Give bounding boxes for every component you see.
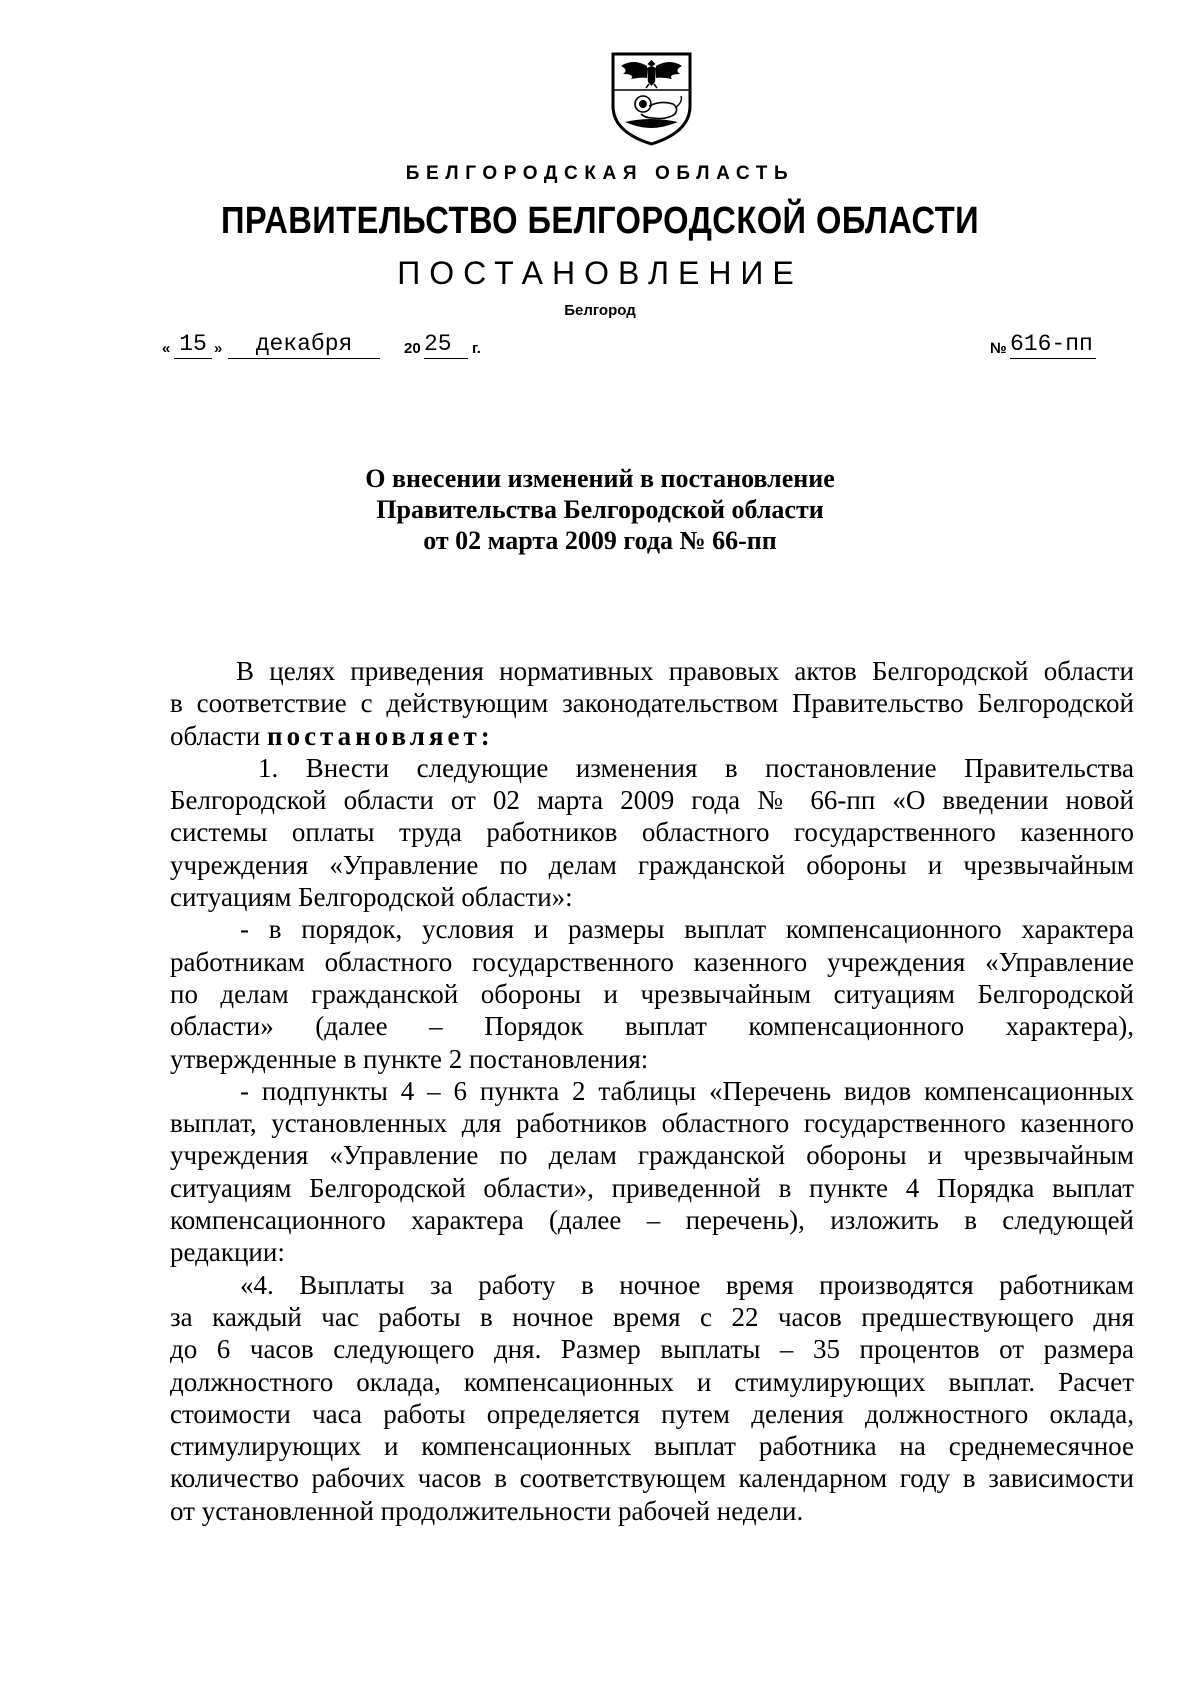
- body-line: - в порядок, условия и размеры выплат компенсационного характера: [240, 914, 1134, 945]
- body-line: по делам гражданской обороны и чрезвычайным ситуациям Белгородской: [170, 978, 1134, 1009]
- coat-of-arms-emblem: [603, 48, 700, 148]
- city-label: Белгород: [564, 302, 636, 319]
- body-line: утвержденные в пункте 2 постановления:: [170, 1043, 649, 1074]
- body-line: учреждения «Управление по делам гражданской обороны и чрезвычайным: [170, 849, 1134, 880]
- body-line: ситуациям Белгородской области», приведенной в пункте 4 Порядка выплат: [170, 1172, 1134, 1203]
- body-line: от установленной продолжительности рабочей недели.: [170, 1495, 804, 1526]
- body-line: стоимости часа работы определяется путем деления должностного оклада,: [170, 1398, 1134, 1429]
- body-line: [170, 720, 1134, 752]
- resolution-word: постановляет:: [267, 720, 494, 751]
- body-text: области: [170, 720, 268, 751]
- body-line: ситуациям Белгородской области»:: [170, 882, 573, 913]
- body-line: в соответствие с действующим законодательством Правительство Белгородской: [170, 688, 1134, 719]
- body-line: стимулирующих и компенсационных выплат работника на среднемесячное: [170, 1431, 1134, 1462]
- body-line: Белгородской области от 02 марта 2009 года № 66-пп «О введении новой: [170, 785, 1134, 816]
- number-sign: №: [990, 340, 1007, 357]
- government-heading: ПРАВИТЕЛЬСТВО БЕЛГОРОДСКОЙ ОБЛАСТИ: [220, 200, 980, 242]
- region-heading: БЕЛГОРОДСКАЯ ОБЛАСТЬ: [405, 163, 795, 184]
- body-line: - подпункты 4 – 6 пункта 2 таблицы «Перечень видов компенсационных: [240, 1075, 1134, 1106]
- body-line: должностного оклада, компенсационных и стимулирующих выплат. Расчет: [170, 1366, 1134, 1397]
- body-line: области» (далее – Порядок выплат компенсационного характера),: [170, 1011, 1134, 1042]
- document-type-heading: ПОСТАНОВЛЕНИЕ: [397, 255, 803, 291]
- body-line: учреждения «Управление по делам гражданской обороны и чрезвычайным: [170, 1140, 1134, 1171]
- date-year-prefix: 20: [404, 340, 421, 357]
- date-close-quote: »: [214, 340, 223, 357]
- title-line: Правительства Белгородской области: [376, 495, 824, 524]
- body-line: В целях приведения нормативных правовых актов Белгородской области: [236, 656, 1134, 686]
- body-line: редакции:: [170, 1237, 285, 1268]
- body-line: 1. Внести следующие изменения в постановление Правительства: [258, 752, 1134, 783]
- document-body: [170, 655, 1134, 1527]
- date-year-suffix: 25: [424, 330, 468, 359]
- title-line: О внесении изменений в постановление: [365, 464, 835, 493]
- document-date: [162, 327, 502, 361]
- body-line: за каждый час работы в ночное время с 22 часов предшествующего дня: [170, 1301, 1134, 1332]
- body-line: «4. Выплаты за работу в ночное время производятся работникам: [240, 1269, 1134, 1300]
- body-line: выплат, установленных для работников областного государственного казенного: [170, 1108, 1134, 1139]
- date-open-quote: «: [162, 340, 171, 357]
- body-line: компенсационного характера (далее – перечень), изложить в следующей: [170, 1205, 1134, 1236]
- date-year-mark: г.: [472, 340, 481, 357]
- document-title: [0, 463, 1200, 556]
- body-line: количество рабочих часов в соответствующем календарном году в зависимости: [170, 1463, 1134, 1494]
- title-line: от 02 марта 2009 года № 66-пп: [423, 526, 777, 555]
- number-value: 616-пп: [1010, 330, 1096, 359]
- document-number: [990, 327, 1110, 361]
- body-line: системы оплаты труда работников областного государственного казенного: [170, 817, 1134, 848]
- date-month: декабря: [228, 330, 380, 359]
- date-day: 15: [174, 330, 212, 359]
- body-line: работникам областного государственного казенного учреждения «Управление: [170, 946, 1134, 977]
- body-line: до 6 часов следующего дня. Размер выплаты – 35 процентов от размера: [170, 1334, 1134, 1365]
